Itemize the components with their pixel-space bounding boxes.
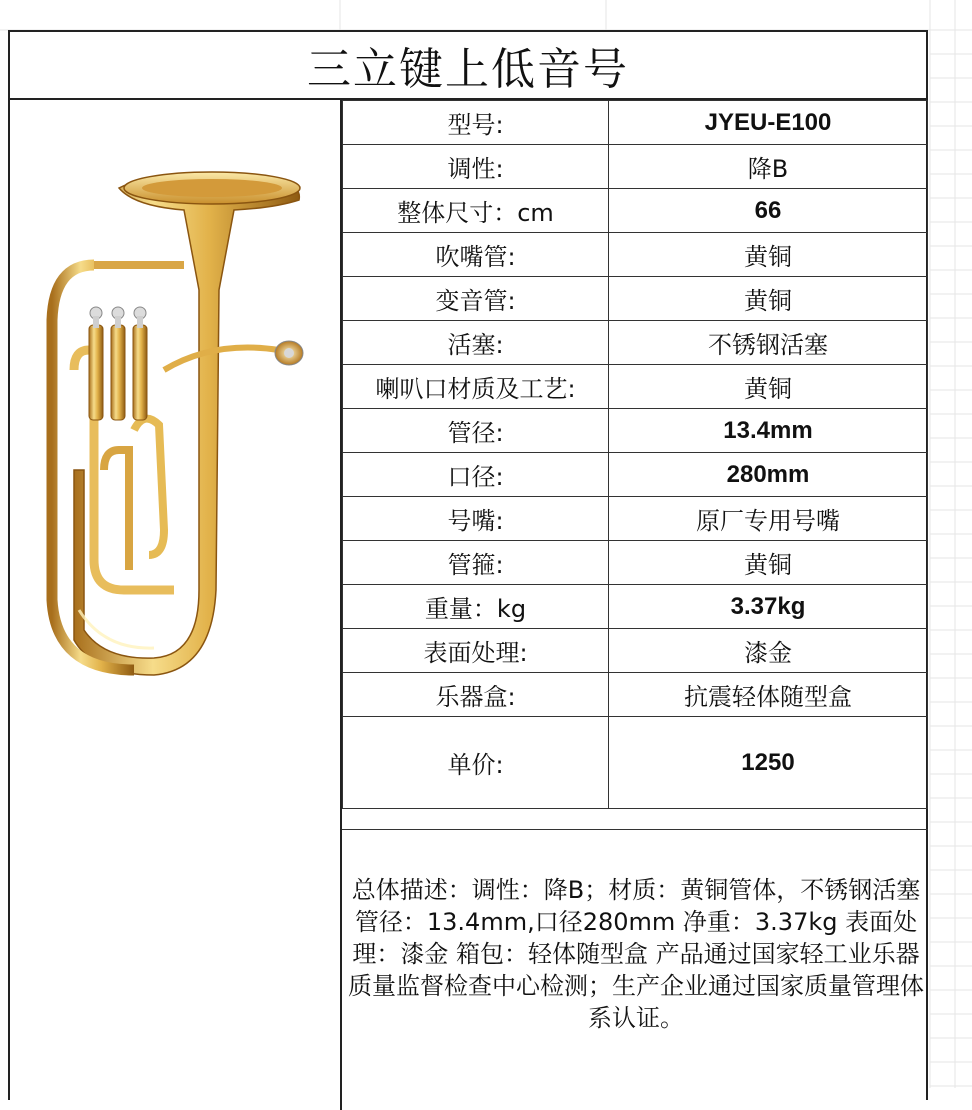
- euphonium-image: [34, 170, 314, 690]
- table-row: [343, 629, 928, 673]
- spec-value: 不锈钢活塞: [609, 321, 928, 365]
- table-row: [343, 673, 928, 717]
- spec-label: 管径:: [343, 409, 609, 453]
- spec-label: 表面处理:: [343, 629, 609, 673]
- spec-label: 活塞:: [343, 321, 609, 365]
- spec-value: 3.37kg: [609, 585, 928, 629]
- spec-label: 重量：kg: [343, 585, 609, 629]
- table-row: [343, 717, 928, 809]
- table-row: [343, 541, 928, 585]
- product-image-cell: [10, 100, 342, 1110]
- spec-label: 号嘴:: [343, 497, 609, 541]
- spec-label: 单价:: [343, 717, 609, 809]
- spec-label: 调性:: [343, 145, 609, 189]
- spec-value: 抗震轻体随型盒: [609, 673, 928, 717]
- spec-label: 整体尺寸：cm: [343, 189, 609, 233]
- spec-value: 降B: [609, 145, 928, 189]
- spec-value: 黄铜: [609, 277, 928, 321]
- table-row: [343, 277, 928, 321]
- table-row: [343, 585, 928, 629]
- spec-label: 喇叭口材质及工艺:: [343, 365, 609, 409]
- spec-label: 变音管:: [343, 277, 609, 321]
- page-title: 三立键上低音号: [10, 32, 926, 100]
- spec-sheet: [8, 30, 928, 1100]
- spec-table: [342, 100, 928, 809]
- table-row: [343, 321, 928, 365]
- table-row: [343, 101, 928, 145]
- table-row: [343, 453, 928, 497]
- spec-value: 黄铜: [609, 233, 928, 277]
- spec-value: JYEU-E100: [609, 101, 928, 145]
- spec-value: 13.4mm: [609, 409, 928, 453]
- table-row: [343, 145, 928, 189]
- spec-label: 口径:: [343, 453, 609, 497]
- table-row: [343, 497, 928, 541]
- spec-value: 黄铜: [609, 365, 928, 409]
- table-row: [343, 233, 928, 277]
- spec-label: 乐器盒:: [343, 673, 609, 717]
- table-row: [343, 409, 928, 453]
- spec-value: 原厂专用号嘴: [609, 497, 928, 541]
- spec-label: 吹嘴管:: [343, 233, 609, 277]
- overall-description: 总体描述：调性：降B；材质：黄铜管体，不锈钢活塞 管径：13.4mm,口径280mm 净重：3.37kg 表面处理：漆金 箱包：轻体随型盒 产品通过国家轻工业乐器质量监督检查中心检测；生产企业通过国家质量管理体系认证。: [342, 829, 928, 1109]
- spec-value: 1250: [609, 717, 928, 809]
- spec-value: 66: [609, 189, 928, 233]
- spec-value: 漆金: [609, 629, 928, 673]
- spec-value: 黄铜: [609, 541, 928, 585]
- table-row: [343, 365, 928, 409]
- table-row: [343, 189, 928, 233]
- spec-label: 型号:: [343, 101, 609, 145]
- spec-value: 280mm: [609, 453, 928, 497]
- spec-label: 管箍:: [343, 541, 609, 585]
